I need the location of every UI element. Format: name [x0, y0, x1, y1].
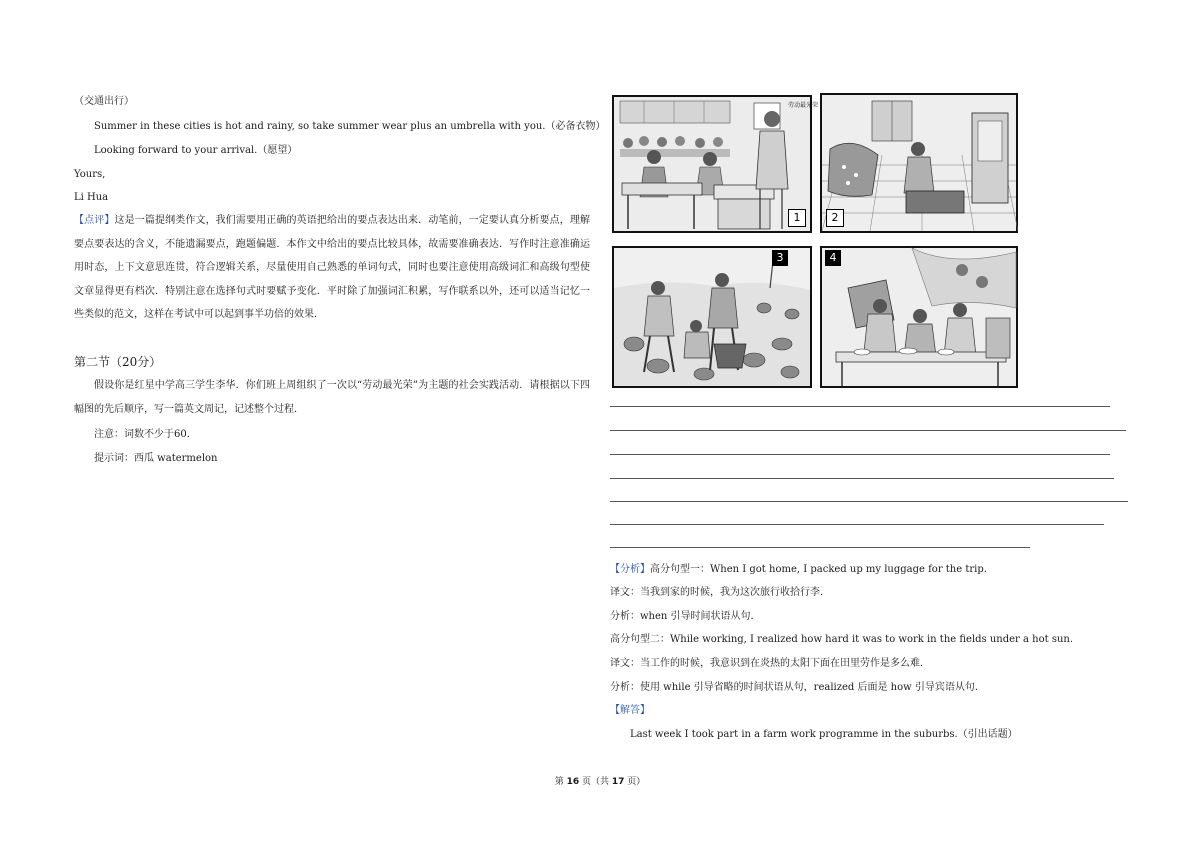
comment-tag: 【点评】	[74, 215, 115, 226]
field-illustration	[614, 248, 810, 386]
analysis-line: 分析：when 引导时间状语从句．	[610, 611, 761, 622]
panel-packing	[820, 93, 1018, 233]
total-pages: 17	[611, 777, 625, 787]
comment-paragraph	[74, 209, 590, 327]
panel-field	[612, 246, 812, 388]
hint-line: 提示词：西瓜 watermelon	[94, 453, 218, 464]
text-line: Looking forward to your arrival.（愿望）	[94, 145, 298, 156]
board-text: 劳动最光荣	[788, 102, 819, 109]
analysis-tag: 【分析】	[610, 564, 650, 575]
panel-number: 2	[826, 209, 844, 227]
panel-dinner	[820, 246, 1018, 388]
panel-number: 1	[788, 209, 806, 227]
section-title: 第二节（20分）	[74, 355, 162, 369]
text-line: （交通出行）	[74, 96, 134, 107]
analysis-line: 高分句型二：While working, I realized how hard it was to work in the fields under a hot sun.	[610, 634, 1074, 645]
note-line: 注意：词数不少于60．	[94, 429, 197, 440]
task-paragraph: 假设你是红星中学高三学生李华．你们班上周组织了一次以“劳动最光荣”为主题的社会实践活动．请根据以下四幅图的先后顺序，写一篇英文周记，记述整个过程．	[74, 380, 590, 415]
footer-text: 页）	[627, 777, 646, 787]
writing-line	[610, 478, 1114, 479]
analysis-line: 译文：当我到家的时候，我为这次旅行收拾行李．	[610, 587, 830, 598]
text-line: Summer in these cities is hot and rainy, so take summer wear plus an umbrella with you.（必备衣物）	[94, 121, 606, 132]
panel-classroom	[612, 95, 819, 233]
analysis-text: 高分句型一：When I got home, I packed up my luggage for the trip.	[650, 564, 987, 575]
panel-number: 4	[825, 250, 841, 266]
writing-line	[610, 524, 1104, 525]
writing-line	[610, 454, 1110, 455]
footer-text: 第	[554, 777, 564, 787]
analysis-line	[610, 563, 987, 577]
answer-line: Last week I took part in a farm work programme in the suburbs.（引出话题）	[630, 729, 1018, 740]
panel-number: 3	[772, 250, 788, 266]
dinner-illustration	[822, 248, 1016, 386]
comment-text: 这是一篇提纲类作文，我们需要用正确的英语把给出的要点表达出来．动笔前，一定要认真分析要点，理解要点要表达的含义，不能遗漏要点，跑题偏题．本作文中给出的要点比较具体，故需要准确表达．写作时注意准确运用时态，上下文意思连贯，符合逻辑关系，尽量使用自己熟悉的单词句式，同时也要注意使用高级词汇和高级句型使文章显得更有档次．特别注意在选择句式时要赋予变化．平时除了加强词汇积累，写作联系以外，还可以适当记忆一些类似的范文，这样在考试中可以起到事半功倍的效果．	[74, 215, 591, 320]
analysis-line: 分析：使用 while 引导省略的时间状语从句，realized 后面是 how 引导宾语从句．	[610, 682, 985, 693]
analysis-line: 译文：当工作的时候，我意识到在炎热的太阳下面在田里劳作是多么难．	[610, 658, 930, 669]
page-number: 16	[566, 777, 580, 787]
page-footer	[0, 776, 1200, 788]
writing-line	[610, 430, 1126, 431]
footer-text: 页（共	[581, 777, 609, 787]
packing-illustration	[822, 95, 1016, 231]
writing-line	[610, 501, 1128, 502]
classroom-illustration	[614, 97, 819, 231]
signature-line: Li Hua	[74, 192, 109, 203]
writing-line	[610, 406, 1110, 407]
answer-tag: 【解答】	[610, 705, 650, 716]
writing-line	[610, 547, 1030, 548]
closing-line: Yours,	[74, 169, 106, 180]
answer-tag-line	[610, 704, 650, 718]
